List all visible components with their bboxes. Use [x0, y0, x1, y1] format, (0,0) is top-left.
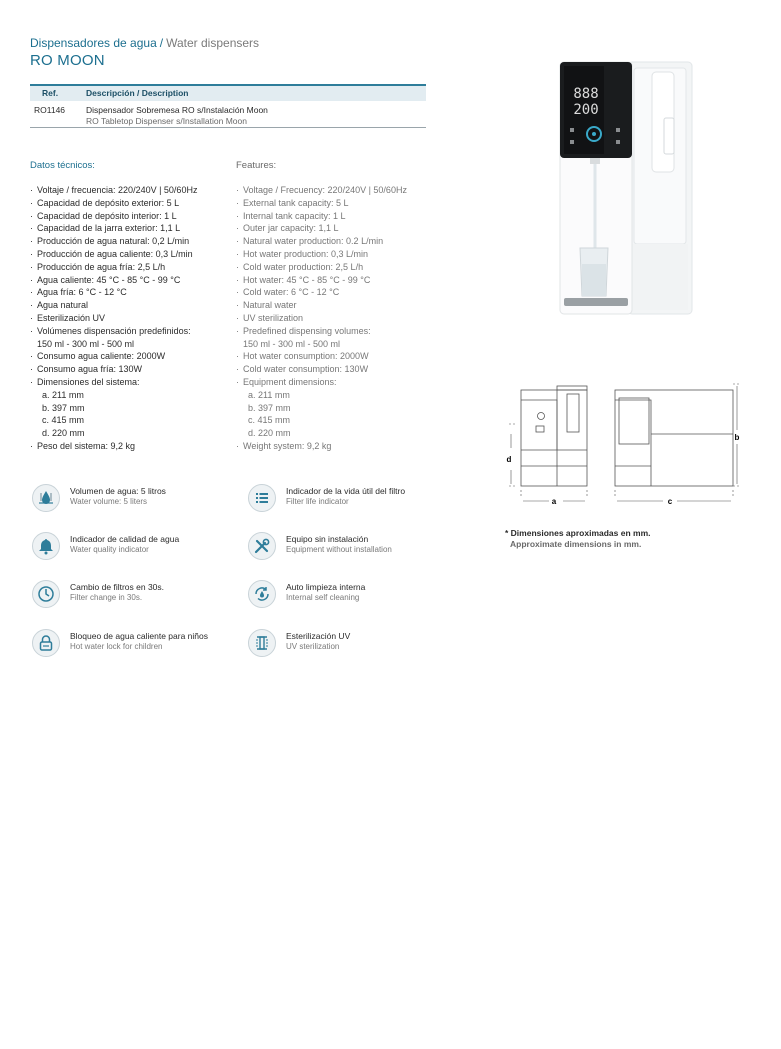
spec-item: d. 220 mm	[42, 428, 85, 439]
spec-item: · Dimensiones del sistema:	[30, 376, 197, 389]
description-es: Dispensador Sobremesa RO s/Instalación Moon	[86, 105, 268, 115]
feature-label-es: Equipo sin instalación	[286, 534, 369, 544]
feature-label-es: Auto limpieza interna	[286, 582, 366, 592]
dimension-label-c: c	[667, 497, 673, 506]
spec-item: c. 415 mm	[42, 415, 85, 426]
spec-item: · Internal tank capacity: 1 L	[236, 210, 407, 223]
spec-item: 150 ml - 300 ml - 500 ml	[243, 338, 341, 349]
spec-item: b. 397 mm	[42, 402, 85, 413]
feature-label-en: Internal self cleaning	[286, 593, 360, 602]
tech-data-title: Datos técnicos:	[30, 160, 95, 171]
breadcrumb-separator: /	[159, 36, 164, 50]
spec-item: · Esterilización UV	[30, 312, 197, 325]
spec-item: · Equipment dimensions:	[236, 376, 407, 389]
ref-column-header: Ref.	[42, 88, 59, 98]
feature-label-en: Water quality indicator	[70, 545, 149, 554]
feature-label-en: Hot water lock for children	[70, 642, 163, 651]
water-quality-bell-icon	[32, 532, 60, 560]
dimension-label-d: d	[506, 455, 512, 464]
display-top: 888	[573, 86, 599, 102]
spec-item: · Capacidad de la jarra exterior: 1,1 L	[30, 222, 197, 235]
dimension-label-a: a	[551, 497, 557, 506]
padlock-icon	[32, 629, 60, 657]
self-cleaning-icon	[248, 580, 276, 608]
spec-item: · Cold water production: 2,5 L/h	[236, 261, 407, 274]
spec-item: a. 211 mm	[248, 389, 290, 400]
spec-item: · Predefined dispensing volumes:	[236, 325, 407, 338]
spec-item: · Hot water consumption: 2000W	[236, 350, 407, 363]
spec-item: d. 220 mm	[248, 428, 291, 439]
spec-item: · Voltaje / frecuencia: 220/240V | 50/60Hz	[30, 184, 197, 197]
tools-icon	[248, 532, 276, 560]
spec-item: · Hot water: 45 °C - 85 °C - 99 °C	[236, 274, 407, 287]
feature-child-lock	[32, 629, 242, 659]
spec-item: b. 397 mm	[248, 402, 291, 413]
spec-item: · Weight system: 9,2 kg	[236, 440, 407, 453]
feature-label-en: Equipment without installation	[286, 545, 392, 554]
spec-item: · Hot water production: 0,3 L/min	[236, 248, 407, 261]
breadcrumb	[30, 36, 259, 50]
display-bottom: 200	[573, 102, 599, 118]
dimension-drawing	[505, 380, 745, 510]
dimensions-note-en: Approximate dimensions in mm.	[510, 539, 642, 549]
feature-label-en: Filter life indicator	[286, 497, 349, 506]
feature-no-installation	[248, 532, 458, 562]
dimensions-note-es: * Dimensiones aproximadas en mm.	[505, 528, 651, 538]
spec-item: · Producción de agua natural: 0,2 L/min	[30, 235, 197, 248]
spec-item: · Producción de agua caliente: 0,3 L/min	[30, 248, 197, 261]
spec-item: · Producción de agua fría: 2,5 L/h	[30, 261, 197, 274]
feature-water-volume	[32, 484, 242, 514]
tech-list-en	[236, 184, 407, 453]
feature-label-es: Bloqueo de agua caliente para niños	[70, 631, 208, 641]
spec-item: · Agua fría: 6 °C - 12 °C	[30, 286, 197, 299]
spec-item: 150 ml - 300 ml - 500 ml	[37, 338, 135, 349]
features-title: Features:	[236, 160, 277, 171]
spec-item: · Natural water production: 0.2 L/min	[236, 235, 407, 248]
ref-code: RO1146	[34, 105, 66, 115]
description-column-header: Descripción / Description	[86, 88, 189, 98]
feature-filter-life	[248, 484, 458, 514]
uv-lamp-icon	[248, 629, 276, 657]
feature-label-en: UV sterilization	[286, 642, 340, 651]
feature-self-cleaning	[248, 580, 458, 610]
feature-label-en: Water volume: 5 liters	[70, 497, 148, 506]
water-volume-icon	[32, 484, 60, 512]
feature-water-quality	[32, 532, 242, 562]
spec-item: · Consumo agua caliente: 2000W	[30, 350, 197, 363]
spec-item: · Outer jar capacity: 1,1 L	[236, 222, 407, 235]
spec-item: · Agua natural	[30, 299, 197, 312]
feature-label-es: Cambio de filtros en 30s.	[70, 582, 165, 592]
category-en: Water dispensers	[166, 36, 260, 50]
description-en: RO Tabletop Dispenser s/Installation Moon	[86, 116, 247, 126]
spec-item: a. 211 mm	[42, 389, 84, 400]
product-image	[556, 58, 696, 318]
category-es: Dispensadores de agua	[30, 36, 157, 50]
spec-item: · Capacidad de depósito exterior: 5 L	[30, 197, 197, 210]
reference-table-header	[30, 84, 426, 101]
feature-filter-change	[32, 580, 242, 610]
table-row	[30, 101, 426, 128]
feature-label-en: Filter change in 30s.	[70, 593, 143, 602]
dimension-label-b: b	[734, 433, 740, 442]
feature-label-es: Indicador de la vida útil del filtro	[286, 486, 406, 496]
feature-label-es: Volumen de agua: 5 litros	[70, 486, 166, 496]
reference-table	[30, 84, 426, 128]
feature-label-es: Indicador de calidad de agua	[70, 534, 180, 544]
spec-item: · Volúmenes dispensación predefinidos:	[30, 325, 197, 338]
tech-list-es	[30, 184, 197, 453]
spec-item: · Capacidad de depósito interior: 1 L	[30, 210, 197, 223]
feature-label-es: Esterilización UV	[286, 631, 351, 641]
spec-item: · Natural water	[236, 299, 407, 312]
spec-item: · Consumo agua fría: 130W	[30, 363, 197, 376]
timer-icon	[32, 580, 60, 608]
spec-item: · Voltage / Frecuency: 220/240V | 50/60Hz	[236, 184, 407, 197]
filter-life-icon	[248, 484, 276, 512]
page-title: RO MOON	[30, 52, 105, 69]
spec-item: · External tank capacity: 5 L	[236, 197, 407, 210]
spec-item: · Cold water consumption: 130W	[236, 363, 407, 376]
spec-item: · Cold water: 6 °C - 12 °C	[236, 286, 407, 299]
spec-item: · Peso del sistema: 9,2 kg	[30, 440, 197, 453]
spec-item: · Agua caliente: 45 °C - 85 °C - 99 °C	[30, 274, 197, 287]
spec-item: · UV sterilization	[236, 312, 407, 325]
feature-uv-sterilization	[248, 629, 458, 659]
spec-item: c. 415 mm	[248, 415, 291, 426]
